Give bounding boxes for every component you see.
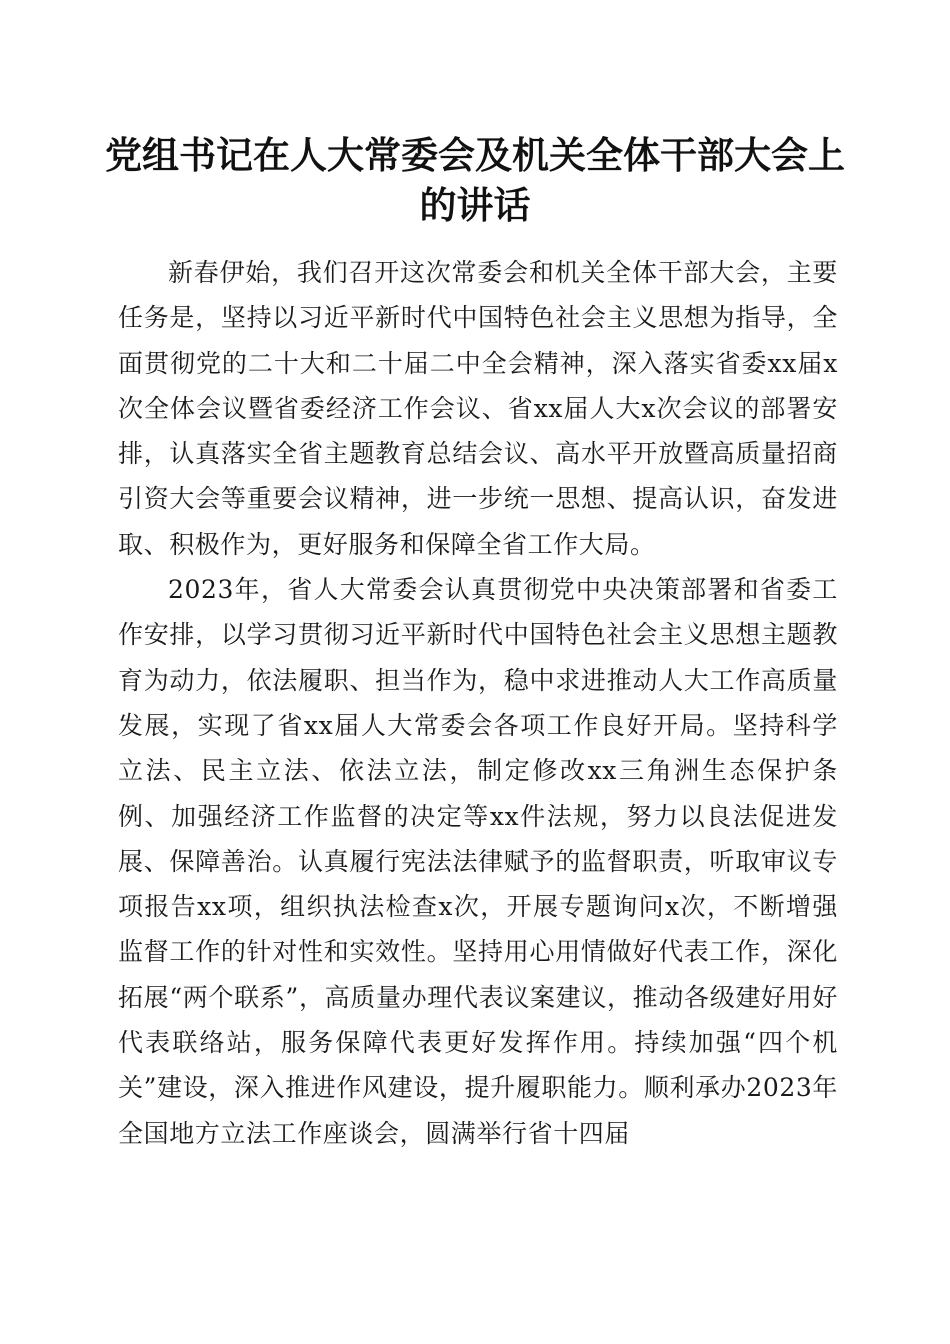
document-title: 党组书记在人大常委会及机关全体干部大会上的讲话	[105, 133, 845, 227]
paragraph-intro: 新春伊始，我们召开这次常委会和机关全体干部大会，主要任务是，坚持以习近平新时代中国特色社会主义思想为指导，全面贯彻党的二十大和二十届二中全会精神，深入落实省委xx届x次全体会议暨省委经济工作会议、省xx届人大x次会议的部署安排，认真落实全省主题教育总结会议、高水平开放暨高质量招商引资大会等重要会议精神，进一步统一思想、提高认识，奋发进取、积极作为，更好服务和保障全省工作大局。	[118, 258, 838, 559]
document-body	[118, 250, 838, 1156]
paragraph-2023-review: 2023年，省人大常委会认真贯彻党中央决策部署和省委工作安排，以学习贯彻习近平新时代中国特色社会主义思想主题教育为动力，依法履职、担当作为，稳中求进推动人大工作高质量发展，实现了省xx届人大常委会各项工作良好开局。坚持科学立法、民主立法、依法立法，制定修改xx三角洲生态保护条例、加强经济工作监督的决定等xx件法规，努力以良法促进发展、保障善治。认真履行宪法法律赋予的监督职责，听取审议专项报告xx项，组织执法检查x次，开展专题询问x次，不断增强监督工作的针对性和实效性。坚持用心用情做好代表工作，深化拓展“两个联系”，高质量办理代表议案建议，推动各级建好用好代表联络站，服务保障代表更好发挥作用。持续加强“四个机关”建设，深入推进作风建设，提升履职能力。顺利承办2023年全国地方立法工作座谈会，圆满举行省十四届	[118, 575, 838, 1148]
